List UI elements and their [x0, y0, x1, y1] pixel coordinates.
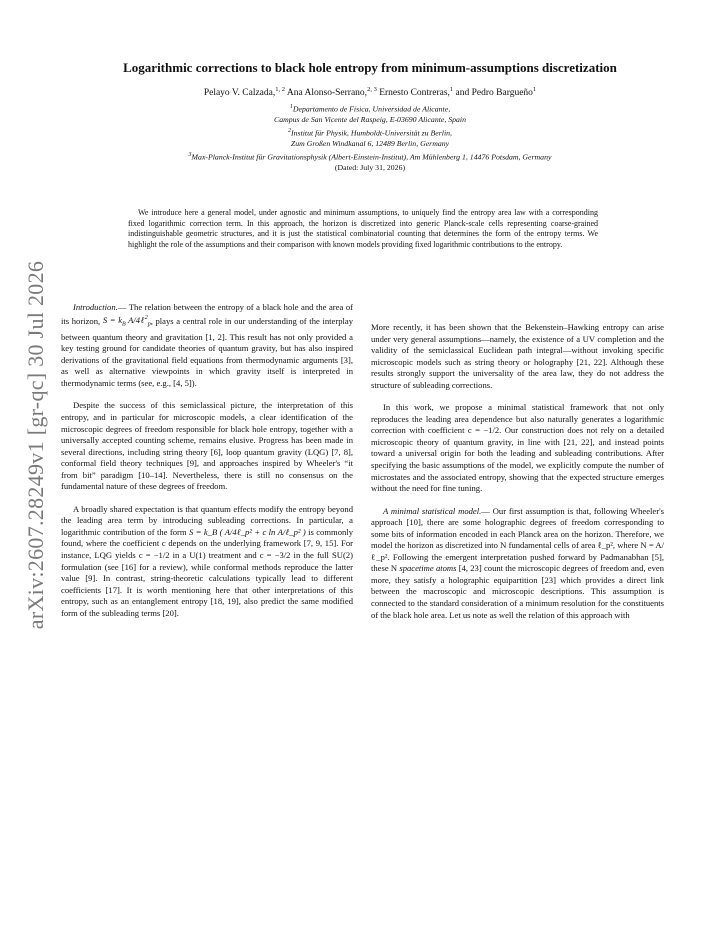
right-column: [371, 322, 664, 632]
author-name: and Pedro Bargueño: [453, 88, 533, 99]
inline-formula: S = k_B ( A/4ℓ_p² + c ln A/ℓ_p² ): [188, 526, 306, 537]
heading-dash: —: [481, 505, 493, 516]
arxiv-identifier: arXiv:2607.28249v1 [gr-qc] 30 Jul 2026: [23, 260, 48, 630]
author-list: [80, 86, 660, 98]
affiliation-mark: 3: [188, 151, 192, 158]
paragraph-text: [4, 23] count the microscopic degrees of freedom and, even more, they satisfy a holographic equipartition [23] which provides a direct link between the macroscopic and microscopic descriptions. This assumption is connected to the standard consideration of a minimum resolution for the constituents of the black hole area. Let us note as well the relation of this approach with: [371, 563, 664, 620]
abstract: We introduce here a general model, under agnostic and minimum assumptions, to uniquely find the entropy area law with a corresponding fixed logarithmic correction term. In this approach, the horizon is discretized into generic Planck-scale cells representing coarse-grained indistinguishable geometric structures, and it is just the statistical combinatorial counting that determines the form of the entropy terms. We highlight the role of the assumptions and their comparison with known models providing fixed logarithmic contributions to the entropy.: [128, 208, 598, 250]
paragraph-text: Our first assumption is that, following Wheeler's approach [10], there are some holographic degrees of freedom corresponding to some bits of information encoded in each Planck area on the horizon. Therefore, we model the horizon as discretized into N fundamental cells of area ℓ_p², where N = A/ℓ_p². Following the emergent interpretation pushed forward by Padmanabhan [5], these N: [371, 505, 665, 574]
paragraph: In this work, we propose a minimal statistical framework that not only reproduces the leading area dependence but also naturally generates a logarithmic correction with coefficient c = −1/2. Our construction does not rely on a detailed microscopic theory of quantum gravity, in line with [21, 22], and instead points toward a universal origin for both the leading and subleading contributions. After specifying the basic assumptions of the model, we explicitly compute the number of microstates and the associated entropy, showing that the expected structure emerges without the need for fine tuning.: [371, 402, 664, 494]
paper-header: [80, 60, 660, 174]
paragraph: [61, 504, 353, 619]
paragraph: More recently, it has been shown that the Bekenstein–Hawking entropy can arise under very general assumptions—namely, the existence of a UV completion and the validity of the semiclassical Euclidean path integral—without invoking specific microscopic models such as string theory or holography [21, 22]. Although these results strongly support the universality of the area law, they do not address the structure of subleading corrections.: [371, 322, 664, 390]
author-affiliation-mark: 1: [449, 86, 454, 93]
paragraph: [371, 506, 664, 621]
inline-formula: $S = k_B$ A/4ℓ$^2_p$: [102, 315, 151, 329]
paragraph-text: A broadly shared expectation is that quantum effects modify the entropy beyond the leading area term by introducing subleading corrections. In particular, a logarithmic contribution of the form: [61, 503, 353, 537]
emphasis-text: spacetime atoms: [399, 563, 457, 574]
heading-dash: —: [117, 302, 129, 312]
affiliation-line: [80, 150, 660, 163]
affiliation-line: [80, 126, 660, 139]
author-affiliation-mark: 1, 2: [275, 86, 285, 93]
paragraph-text: , plays a central role in our understanding of the interplay between quantum theory and gravitation [1, 2]. This result has not only provided a key testing ground for candidate theories of quantum gravity, but has also inspired derivations of the gravitational field equations from thermodynamic arguments [3], as well as alternative viewpoints in which gravity itself is interpreted in thermodynamic terms (see, e.g., [4, 5]).: [61, 315, 353, 388]
author-name: Ernesto Contreras,: [376, 88, 450, 99]
affiliation-text: Max-Planck-Institut für Gravitationsphysik (Albert-Einstein-Institut), Am Mühlenberg 1, 14476 Potsdam, Germany: [191, 152, 552, 162]
affiliations: [80, 102, 660, 173]
section-heading: A minimal statistical model.: [383, 505, 482, 516]
affiliation-line: Zum Großen Windkanal 6, 12489 Berlin, Germany: [290, 139, 450, 149]
date-line: (Dated: July 31, 2026): [334, 162, 406, 172]
author-affiliation-mark: 2, 3: [367, 86, 377, 93]
arxiv-side-stamp: [14, 255, 58, 635]
paragraph-text: is commonly found, where the coefficient c depends on the underlying framework [7, 9, 15]. For instance, LQG yields c = −1/2 in a U(1) treatment and c = −3/2 in the full SU(2) formulation (see [16] for a review), while conformal methods reproduce the latter value [9]. In contrast, string-theoretic calculations typically lead to different coefficients [17]. It is worth mentioning here that other interpretations of this entropy, such as an entanglement entropy [18, 19], also predict the same modified form of the subleading terms [20].: [61, 526, 353, 618]
affiliation-text: Departamento de Física, Universidad de Alicante,: [292, 104, 451, 114]
affiliation-line: Campus de San Vicente del Raspeig, E-03690 Alicante, Spain: [274, 115, 466, 125]
section-heading: Introduction.: [73, 302, 118, 312]
left-column: [61, 302, 353, 630]
paper-title: Logarithmic corrections to black hole entropy from minimum-assumptions discretization: [123, 60, 617, 75]
affiliation-mark: 1: [289, 104, 293, 111]
author-affiliation-mark: 1: [532, 86, 537, 93]
affiliation-text: Institut für Physik, Humboldt-Universität zu Berlin,: [291, 128, 452, 138]
paragraph: Despite the success of this semiclassical picture, the interpretation of this entropy, and in particular for microscopic models, a clear identification of the microscopic degrees of freedom responsible for black hole entropy, together with a universally accepted counting scheme, remains elusive. Progress has been made in several directions, including string theory [6], loop quantum gravity (LQG) [7, 8], conformal field theory techniques [9], and approaches inspired by Wheeler's “it from bit” paradigm [10–14]. Nevertheless, there is still no consensus on the fundamental nature of these degrees of freedom.: [61, 400, 353, 492]
paragraph-text: The relation between the entropy of a black hole and the area of its horizon,: [61, 302, 353, 326]
author-name: Ana Alonso-Serrano,: [285, 88, 368, 99]
affiliation-line: [80, 102, 660, 115]
author-name: Pelayo V. Calzada,: [203, 88, 276, 99]
paragraph: [61, 302, 353, 389]
affiliation-mark: 2: [288, 127, 292, 134]
